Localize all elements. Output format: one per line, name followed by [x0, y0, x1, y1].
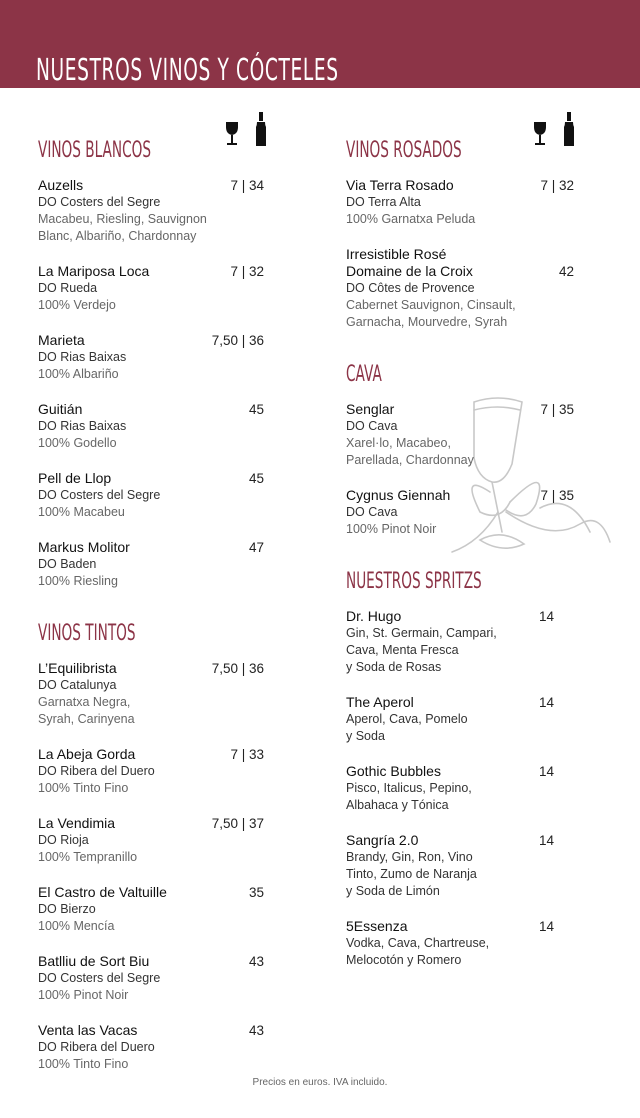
cocktail-name: Gothic Bubbles — [346, 763, 441, 779]
cocktail-ingredients: Tinto, Zumo de Naranja — [346, 867, 477, 881]
list-item — [346, 487, 616, 538]
wine-grapes: 100% Albariño — [38, 367, 119, 381]
list-item — [346, 694, 616, 745]
wine-origin: DO Côtes de Provence — [346, 281, 475, 295]
wine-name: Irresistible Rosé — [346, 246, 447, 262]
section-title-nuestros-spritzs: NUESTROS SPRITZS — [346, 569, 482, 594]
cocktail-price: 14 — [538, 833, 554, 848]
list-item — [38, 953, 270, 1004]
wine-origin: DO Costers del Segre — [38, 488, 161, 502]
wine-price: 47 — [248, 540, 264, 555]
wine-origin: DO Costers del Segre — [38, 195, 161, 209]
wine-origin: DO Ribera del Duero — [38, 764, 155, 778]
cocktail-price: 14 — [538, 695, 554, 710]
wine-price: 43 — [248, 954, 264, 969]
cocktail-ingredients: y Soda de Rosas — [346, 660, 442, 674]
cocktail-ingredients: Vodka, Cava, Chartreuse, — [346, 936, 490, 950]
cocktail-ingredients: y Soda — [346, 729, 385, 743]
list-item — [38, 470, 270, 521]
wine-name: Cygnus Giennah — [346, 487, 451, 503]
cocktail-ingredients: Albahaca y Tónica — [346, 798, 449, 812]
list-item — [346, 918, 616, 969]
cocktail-price: 14 — [538, 764, 554, 779]
wine-grapes: Parellada, Chardonnay — [346, 453, 474, 467]
wine-grapes: 100% Tinto Fino — [38, 1057, 129, 1071]
wine-name: Guitián — [38, 401, 83, 417]
wine-name: L’Equilibrista — [38, 660, 117, 676]
wine-origin: DO Cava — [346, 419, 398, 433]
cocktail-ingredients: Pisco, Italicus, Pepino, — [346, 781, 472, 795]
wine-origin: DO Cava — [346, 505, 398, 519]
list-item — [38, 746, 270, 797]
wine-grapes: Blanc, Albariño, Chardonnay — [38, 229, 197, 243]
wine-bottle-icon — [256, 112, 266, 146]
wine-grapes: Xarel·lo, Macabeo, — [346, 436, 451, 450]
wine-grapes: 100% Verdejo — [38, 298, 116, 312]
wine-price: 7 | 35 — [540, 402, 574, 417]
wine-grapes: 100% Tempranillo — [38, 850, 138, 864]
section-title-vinos-rosados: VINOS ROSADOS — [346, 138, 462, 163]
wine-price: 7,50 | 36 — [211, 333, 264, 348]
wine-name: La Mariposa Loca — [38, 263, 150, 279]
wine-price: 45 — [248, 402, 264, 417]
list-item — [38, 177, 270, 245]
wine-price: 7 | 32 — [230, 264, 264, 279]
wine-glass-icon — [226, 122, 238, 145]
cocktail-ingredients: Brandy, Gin, Ron, Vino — [346, 850, 473, 864]
wine-grapes: Garnatxa Negra, — [38, 695, 131, 709]
list-item — [38, 660, 270, 728]
wine-grapes: Macabeu, Riesling, Sauvignon — [38, 212, 207, 226]
wine-price: 43 — [248, 1023, 264, 1038]
header-banner — [0, 0, 640, 88]
wine-origin: DO Rioja — [38, 833, 89, 847]
wine-name-line-2: Domaine de la Croix — [346, 263, 473, 279]
wine-origin: DO Rias Baixas — [38, 350, 127, 364]
wine-name: Batlliu de Sort Biu — [38, 953, 150, 969]
list-item — [38, 884, 270, 935]
wine-price: 7,50 | 36 — [211, 661, 264, 676]
wine-price: 35 — [248, 885, 264, 900]
list-item — [38, 332, 270, 383]
list-item — [38, 401, 270, 452]
wine-origin: DO Ribera del Duero — [38, 1040, 155, 1054]
section-title-vinos-blancos: VINOS BLANCOS — [38, 138, 152, 163]
list-item — [38, 1022, 270, 1073]
wine-grapes: 100% Pinot Noir — [38, 988, 129, 1002]
wine-origin: DO Terra Alta — [346, 195, 421, 209]
wine-name: Pell de Llop — [38, 470, 112, 486]
wine-price: 7 | 33 — [230, 747, 264, 762]
cocktail-price: 14 — [538, 919, 554, 934]
cocktail-ingredients: Melocotón y Romero — [346, 953, 462, 967]
list-item — [346, 763, 616, 814]
wine-name: Auzells — [38, 177, 84, 193]
cocktail-name: The Aperol — [346, 694, 414, 710]
wine-grapes: Garnacha, Mourvedre, Syrah — [346, 315, 508, 329]
wine-price: 7 | 34 — [230, 178, 264, 193]
wine-price: 7 | 35 — [540, 488, 574, 503]
list-item — [346, 246, 616, 331]
list-item — [346, 401, 616, 469]
cocktail-ingredients: y Soda de Limón — [346, 884, 440, 898]
wine-grapes: Syrah, Carinyena — [38, 712, 135, 726]
cocktail-ingredients: Aperol, Cava, Pomelo — [346, 712, 468, 726]
cocktail-ingredients: Cava, Menta Fresca — [346, 643, 459, 657]
wine-price: 7 | 32 — [540, 178, 574, 193]
cocktail-name: Dr. Hugo — [346, 608, 402, 624]
section-title-vinos-tintos: VINOS TINTOS — [38, 621, 136, 646]
wine-origin: DO Catalunya — [38, 678, 117, 692]
wine-name: Via Terra Rosado — [346, 177, 454, 193]
wine-origin: DO Baden — [38, 557, 97, 571]
list-item — [38, 263, 270, 314]
list-item — [346, 832, 616, 900]
wine-grapes: Cabernet Sauvignon, Cinsault, — [346, 298, 516, 312]
cocktail-ingredients: Gin, St. Germain, Campari, — [346, 626, 497, 640]
wine-glass-icon — [534, 122, 546, 145]
price-note: Precios en euros. IVA incluido. — [252, 1077, 388, 1088]
wine-grapes: 100% Godello — [38, 436, 117, 450]
list-item — [346, 177, 616, 228]
wine-origin: DO Costers del Segre — [38, 971, 161, 985]
wine-name: Markus Molitor — [38, 539, 130, 555]
wine-name: La Vendimia — [38, 815, 116, 831]
list-item — [38, 815, 270, 866]
wine-name: El Castro de Valtuille — [38, 884, 167, 900]
wine-price: 45 — [248, 471, 264, 486]
wine-grapes: 100% Macabeu — [38, 505, 125, 519]
wine-grapes: 100% Mencía — [38, 919, 115, 933]
wine-price: 7,50 | 37 — [211, 816, 264, 831]
cocktail-name: 5Essenza — [346, 918, 408, 934]
wine-grapes: 100% Pinot Noir — [346, 522, 437, 536]
wine-grapes: 100% Tinto Fino — [38, 781, 129, 795]
glass-bottle-icons — [532, 112, 578, 148]
section-title-cava: CAVA — [346, 362, 382, 387]
wine-grapes: 100% Riesling — [38, 574, 118, 588]
wine-origin: DO Rueda — [38, 281, 98, 295]
wine-name: La Abeja Gorda — [38, 746, 136, 762]
list-item — [38, 539, 270, 590]
wine-bottle-icon — [564, 112, 574, 146]
wine-origin: DO Rias Baixas — [38, 419, 127, 433]
wine-price: 42 — [558, 264, 574, 279]
glass-bottle-icons — [224, 112, 270, 148]
wine-origin: DO Bierzo — [38, 902, 96, 916]
cocktail-name: Sangría 2.0 — [346, 832, 419, 848]
wine-name: Marieta — [38, 332, 85, 348]
page-title: NUESTROS VINOS Y CÓCTELES — [36, 53, 339, 88]
list-item — [346, 608, 616, 676]
cocktail-price: 14 — [538, 609, 554, 624]
wine-name: Senglar — [346, 401, 395, 417]
wine-grapes: 100% Garnatxa Peluda — [346, 212, 476, 226]
wine-name: Venta las Vacas — [38, 1022, 138, 1038]
